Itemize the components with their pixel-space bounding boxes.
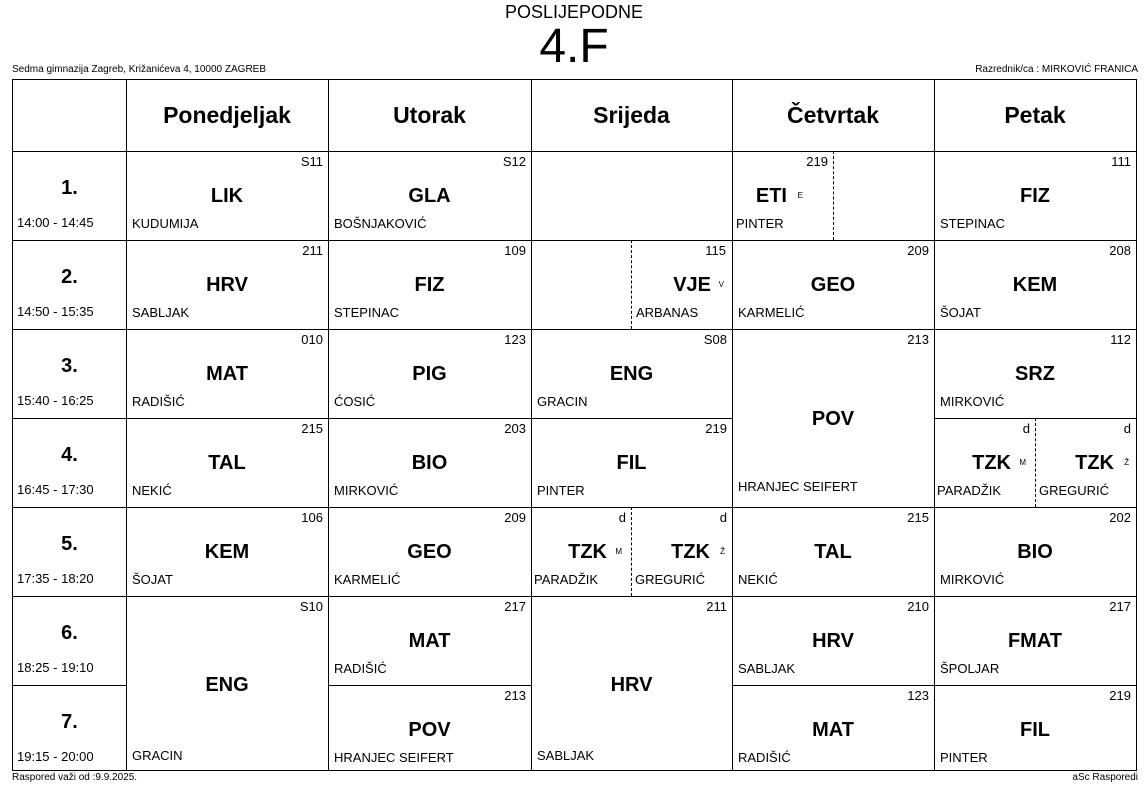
teacher: ŠOJAT: [940, 305, 981, 320]
teacher: GREGURIĆ: [1039, 483, 1110, 498]
valid-from: Raspored važi od :9.9.2025.: [12, 772, 138, 783]
lesson-fri-1: [934, 151, 1136, 240]
lesson-wed-3: [531, 329, 732, 418]
subject: MAT: [812, 719, 854, 741]
room: 217: [1109, 599, 1131, 614]
room: 202: [1109, 510, 1131, 525]
room: 219: [705, 421, 727, 436]
day-header-friday: Petak: [1004, 102, 1066, 128]
teacher: SABLJAK: [132, 305, 190, 320]
teacher: STEPINAC: [334, 305, 400, 320]
room: S08: [703, 332, 727, 347]
teacher: BOŠNJAKOVIĆ: [334, 216, 427, 231]
room: 219: [1109, 688, 1131, 703]
room: 123: [907, 688, 929, 703]
subject: HRV: [206, 274, 248, 296]
lesson-fri-5: [934, 507, 1136, 596]
room: 211: [302, 243, 323, 258]
day-header-monday: Ponedjeljak: [163, 102, 291, 128]
group-label: E: [797, 191, 803, 200]
lesson-tue-5: [328, 507, 531, 596]
school-address: Sedma gimnazija Zagreb, Križanićeva 4, 10000 ZAGREB: [12, 64, 267, 75]
day-header-tuesday: Utorak: [393, 102, 466, 128]
room: d: [719, 510, 727, 525]
teacher: NEKIĆ: [132, 483, 172, 498]
subject: FIZ: [1020, 185, 1050, 207]
subject: POV: [408, 719, 451, 741]
teacher: PARADŽIK: [534, 572, 599, 587]
class-name: 4.F: [539, 20, 609, 73]
subject: BIO: [411, 452, 448, 474]
room: 215: [301, 421, 323, 436]
subject: FIZ: [414, 274, 445, 296]
lesson-fri-4-group-z: [1036, 418, 1136, 507]
teacher: GRACIN: [537, 394, 588, 409]
lesson-mon-6-7: [126, 596, 328, 772]
subject: ETI: [755, 185, 787, 207]
period-number: 5.: [61, 533, 78, 555]
lesson-wed-5-group-z: [632, 507, 732, 596]
day-header-thursday: Četvrtak: [786, 102, 880, 128]
room: 123: [504, 332, 526, 347]
subject: FMAT: [1007, 630, 1063, 652]
lesson-thu-3-4: [732, 329, 934, 507]
period-2: [13, 240, 126, 329]
lesson-mon-4: [126, 418, 328, 507]
generator-credit: aSc Rasporedi: [1072, 772, 1138, 783]
period-1: [13, 151, 126, 240]
subject: TZK: [972, 452, 1011, 474]
teacher: HRANJEC SEIFERT: [334, 750, 454, 765]
teacher: MIRKOVIĆ: [940, 394, 1005, 409]
period-3: [13, 329, 126, 418]
room: 115: [705, 243, 726, 258]
subject: PIG: [412, 363, 447, 385]
room: S10: [299, 599, 323, 614]
room: S11: [300, 154, 323, 169]
teacher: GRACIN: [132, 748, 183, 763]
subject: TZK: [1075, 452, 1114, 474]
subject: KEM: [204, 541, 250, 563]
room: S12: [502, 154, 526, 169]
period-number: 7.: [61, 711, 78, 733]
subject: TZK: [568, 541, 607, 563]
lesson-thu-1: [732, 151, 833, 240]
room: 203: [504, 421, 526, 436]
period-7: [13, 685, 126, 774]
lesson-thu-2: [732, 240, 934, 329]
subject: SRZ: [1015, 363, 1055, 385]
lesson-tue-6: [328, 596, 531, 685]
group-label: Ž: [720, 547, 725, 556]
period-5: [13, 507, 126, 596]
period-time: 15:40 - 16:25: [17, 393, 94, 408]
period-number: 4.: [61, 444, 78, 466]
homeroom-teacher: Razrednik/ca : MIRKOVIĆ FRANICA: [975, 64, 1138, 75]
room: 215: [907, 510, 929, 525]
room: 010: [301, 332, 323, 347]
subject: VJE: [673, 274, 711, 296]
teacher: KUDUMIJA: [132, 216, 199, 231]
lesson-mon-2: [126, 240, 328, 329]
room: 111: [1111, 154, 1131, 169]
room: d: [1123, 421, 1131, 436]
subject: TAL: [814, 541, 852, 563]
teacher: PINTER: [537, 483, 585, 498]
room: 209: [504, 510, 526, 525]
room: 112: [1110, 332, 1131, 347]
room: 208: [1109, 243, 1131, 258]
subject: KEM: [1012, 274, 1058, 296]
lesson-fri-4-group-m: [934, 418, 1035, 507]
lesson-tue-2: [328, 240, 531, 329]
teacher: SABLJAK: [537, 748, 595, 763]
period-6: [13, 596, 126, 685]
subject: BIO: [1017, 541, 1053, 563]
teacher: SABLJAK: [738, 661, 796, 676]
teacher: RADIŠIĆ: [132, 394, 185, 409]
lesson-tue-1: [328, 151, 531, 240]
room: 109: [504, 243, 526, 258]
lesson-tue-3: [328, 329, 531, 418]
period-time: 14:00 - 14:45: [17, 215, 94, 230]
teacher: ARBANAS: [636, 305, 699, 320]
teacher: STEPINAC: [940, 216, 1006, 231]
period-time: 18:25 - 19:10: [17, 660, 94, 675]
room: 213: [907, 332, 929, 347]
teacher: MIRKOVIĆ: [334, 483, 399, 498]
lesson-wed-6-7: [531, 596, 732, 772]
period-time: 19:15 - 20:00: [17, 749, 94, 764]
group-label: Ž: [1124, 458, 1129, 467]
lesson-fri-2: [934, 240, 1136, 329]
period-number: 6.: [61, 622, 78, 644]
subject: MAT: [206, 363, 248, 385]
teacher: PARADŽIK: [937, 483, 1002, 498]
lesson-fri-7: [934, 685, 1136, 772]
room: d: [1022, 421, 1030, 436]
subject: TZK: [671, 541, 710, 563]
room: 219: [806, 154, 828, 169]
group-label: M: [1019, 458, 1026, 467]
teacher: MIRKOVIĆ: [940, 572, 1005, 587]
period-4: [13, 418, 126, 507]
teacher: ŠOJAT: [132, 572, 173, 587]
teacher: ĆOSIĆ: [334, 394, 376, 409]
lesson-mon-5: [126, 507, 328, 596]
teacher: KARMELIĆ: [334, 572, 401, 587]
room: 209: [907, 243, 929, 258]
lesson-mon-1: [126, 151, 328, 240]
lesson-mon-3: [126, 329, 328, 418]
period-time: 14:50 - 15:35: [17, 304, 94, 319]
lesson-thu-5: [732, 507, 934, 596]
teacher: ŠPOLJAR: [940, 661, 1000, 676]
teacher: PINTER: [736, 216, 784, 231]
subject: POV: [811, 408, 855, 430]
subject: GEO: [810, 274, 856, 296]
teacher: RADIŠIĆ: [738, 750, 791, 765]
timetable-grid: [12, 79, 1137, 771]
period-number: 3.: [61, 355, 78, 377]
room: 217: [504, 599, 526, 614]
lesson-wed-4: [531, 418, 732, 507]
teacher: KARMELIĆ: [738, 305, 805, 320]
teacher: HRANJEC SEIFERT: [738, 479, 858, 494]
group-label: V: [718, 280, 724, 289]
room: 210: [907, 599, 929, 614]
day-header-wednesday: Srijeda: [593, 102, 670, 128]
lesson-tue-7: [328, 685, 531, 772]
lesson-tue-4: [328, 418, 531, 507]
subject: GLA: [408, 185, 451, 207]
teacher: GREGURIĆ: [635, 572, 706, 587]
subject: ENG: [205, 674, 249, 696]
lesson-fri-3: [934, 329, 1136, 418]
subject: HRV: [812, 630, 854, 652]
shift-label: POSLIJEPODNE: [504, 2, 644, 22]
room: d: [618, 510, 626, 525]
teacher: RADIŠIĆ: [334, 661, 387, 676]
lesson-thu-7: [732, 685, 934, 772]
lesson-fri-6: [934, 596, 1136, 685]
subject: HRV: [610, 674, 653, 696]
period-time: 17:35 - 18:20: [17, 571, 94, 586]
room: 106: [301, 510, 323, 525]
room: 213: [504, 688, 526, 703]
lesson-thu-6: [732, 596, 934, 685]
lesson-wed-5-group-m: [531, 507, 631, 596]
subject: ENG: [609, 363, 654, 385]
period-time: 16:45 - 17:30: [17, 482, 94, 497]
lesson-wed-2: [632, 240, 731, 329]
period-number: 1.: [61, 177, 78, 199]
period-number: 2.: [61, 266, 78, 288]
subject: MAT: [408, 630, 451, 652]
subject: FIL: [616, 452, 647, 474]
subject: FIL: [1020, 719, 1050, 741]
teacher: PINTER: [940, 750, 988, 765]
group-label: M: [615, 547, 622, 556]
teacher: NEKIĆ: [738, 572, 778, 587]
subject: GEO: [407, 541, 452, 563]
subject: TAL: [208, 452, 246, 474]
room: 211: [706, 599, 727, 614]
subject: LIK: [210, 185, 244, 207]
